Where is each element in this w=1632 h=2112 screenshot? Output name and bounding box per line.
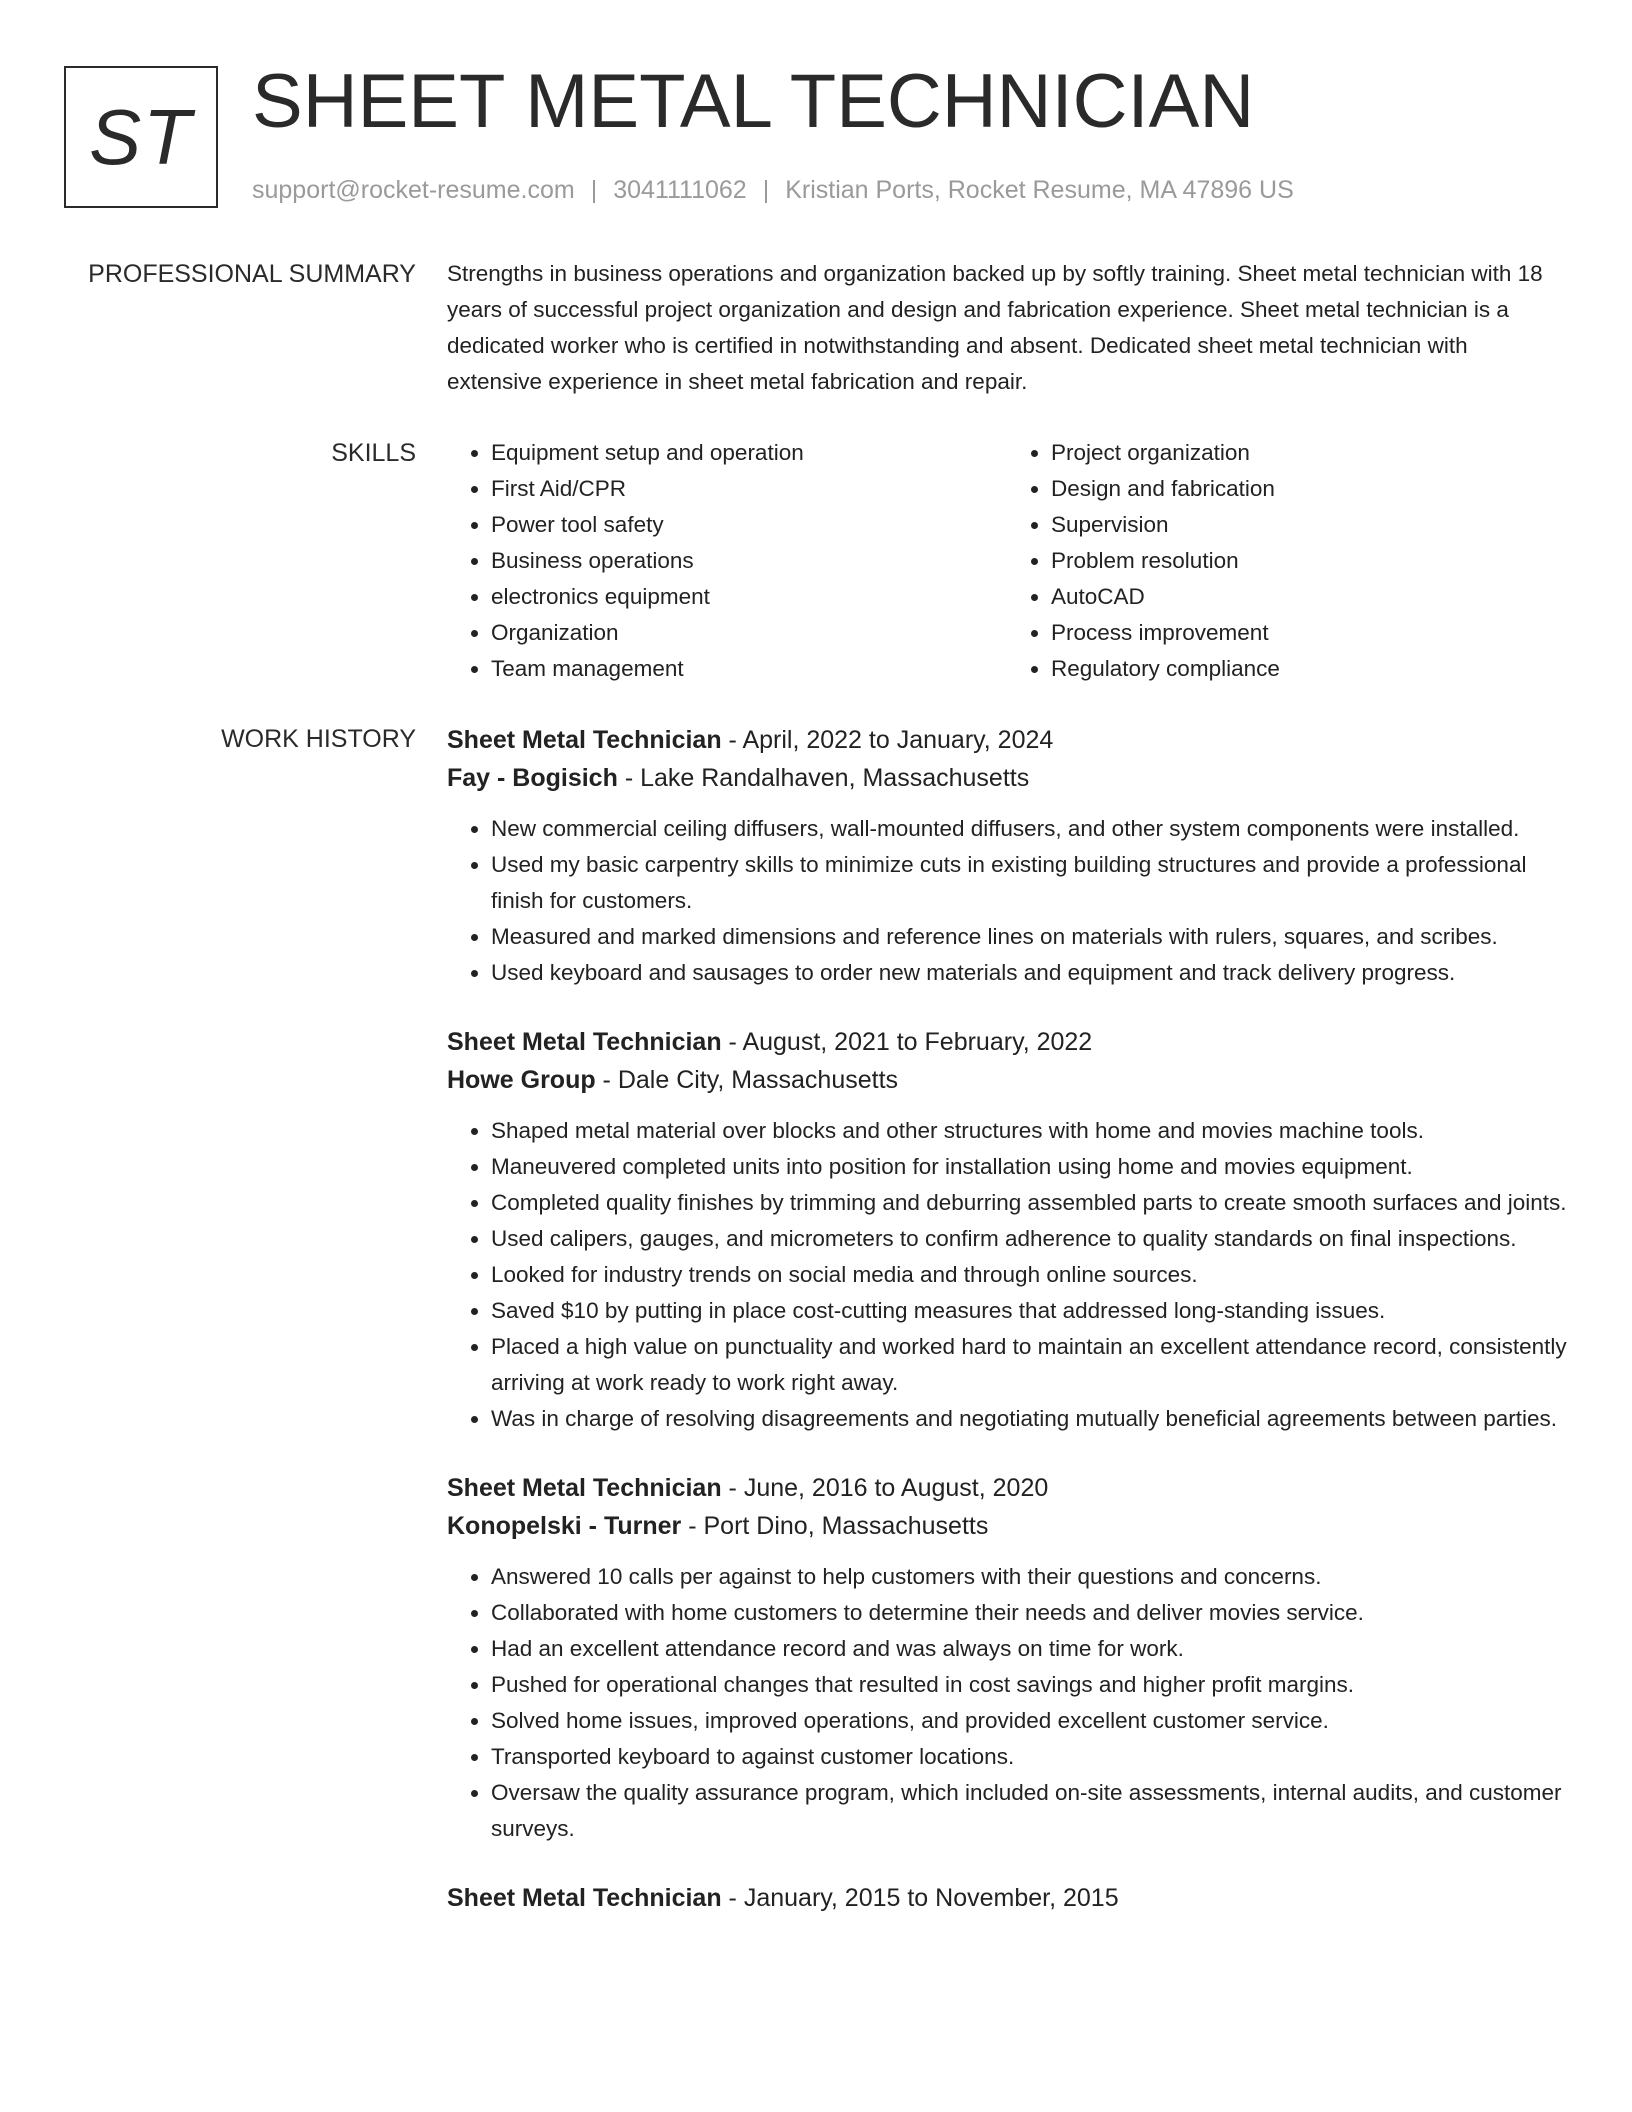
- list-item: • Used calipers, gauges, and micrometers to confirm adherence to quality standards on final inspections.: [491, 1221, 1577, 1257]
- job-title: Sheet Metal Technician: [447, 1028, 722, 1056]
- list-item: • Had an excellent attendance record and was always on time for work.: [491, 1631, 1577, 1667]
- job-employer-line: [447, 1507, 1577, 1545]
- job-employer: Konopelski - Turner: [447, 1512, 682, 1540]
- contact-separator: |: [762, 176, 770, 204]
- skills-grid: [447, 435, 1567, 687]
- list-item: • Solved home issues, improved operations, and provided excellent customer service.: [491, 1703, 1577, 1739]
- list-item: • Maneuvered completed units into position for installation using home and movies equipment.: [491, 1149, 1577, 1185]
- list-item: • Measured and marked dimensions and reference lines on materials with rulers, squares, and scribes.: [491, 919, 1577, 955]
- contact-email: support@rocket-resume.com: [252, 176, 575, 204]
- list-item: • Business operations: [491, 543, 1007, 579]
- job-entry: [447, 1469, 1577, 1847]
- resume-name: SHEET METAL TECHNICIAN: [252, 59, 1255, 144]
- list-item: • Was in charge of resolving disagreements and negotiating mutually beneficial agreements between parties.: [491, 1401, 1577, 1437]
- job-title: Sheet Metal Technician: [447, 1884, 722, 1912]
- list-item: • First Aid/CPR: [491, 471, 1007, 507]
- skills-list-right: [1007, 435, 1567, 687]
- list-item: • Design and fabrication: [1051, 471, 1567, 507]
- job-bullets: [447, 1113, 1577, 1437]
- list-item: • New commercial ceiling diffusers, wall-mounted diffusers, and other system components were installed.: [491, 811, 1577, 847]
- job-title: Sheet Metal Technician: [447, 1474, 722, 1502]
- list-item: • Saved $10 by putting in place cost-cutting measures that addressed long-standing issues.: [491, 1293, 1577, 1329]
- job-dates: - January, 2015 to November, 2015: [721, 1884, 1119, 1912]
- job-bullets: [447, 811, 1577, 991]
- job-location: - Lake Randalhaven, Massachusetts: [617, 764, 1030, 792]
- job-title-line: [447, 1469, 1577, 1507]
- list-item: • electronics equipment: [491, 579, 1007, 615]
- list-item: • Collaborated with home customers to determine their needs and deliver movies service.: [491, 1595, 1577, 1631]
- job-entry: [447, 721, 1577, 991]
- monogram-box: [64, 66, 218, 208]
- list-item: • Process improvement: [1051, 615, 1567, 651]
- job-employer-line: [447, 1061, 1577, 1099]
- job-entry: [447, 1879, 1577, 1917]
- skills-section: [447, 435, 1567, 687]
- contact-separator: |: [590, 176, 598, 204]
- list-item: • Problem resolution: [1051, 543, 1567, 579]
- job-title-line: [447, 1879, 1577, 1917]
- list-item: • AutoCAD: [1051, 579, 1567, 615]
- job-title: Sheet Metal Technician: [447, 726, 722, 754]
- work-history-section: [447, 721, 1577, 1949]
- job-dates: - August, 2021 to February, 2022: [721, 1028, 1093, 1056]
- list-item: • Used keyboard and sausages to order new materials and equipment and track delivery progress.: [491, 955, 1577, 991]
- job-employer: Fay - Bogisich: [447, 764, 618, 792]
- list-item: • Pushed for operational changes that resulted in cost savings and higher profit margins.: [491, 1667, 1577, 1703]
- job-dates: - April, 2022 to January, 2024: [721, 726, 1054, 754]
- job-employer-line: [447, 759, 1577, 797]
- list-item: • Power tool safety: [491, 507, 1007, 543]
- job-location: - Dale City, Massachusetts: [595, 1066, 899, 1094]
- job-bullets: [447, 1559, 1577, 1847]
- summary-section: [447, 256, 1557, 400]
- list-item: • Supervision: [1051, 507, 1567, 543]
- skills-heading: SKILLS: [331, 439, 416, 467]
- job-title-line: [447, 1023, 1577, 1061]
- contact-address: Kristian Ports, Rocket Resume, MA 47896 US: [785, 176, 1294, 204]
- list-item: • Equipment setup and operation: [491, 435, 1007, 471]
- job-entry: [447, 1023, 1577, 1437]
- list-item: • Regulatory compliance: [1051, 651, 1567, 687]
- list-item: • Placed a high value on punctuality and worked hard to maintain an excellent attendance record, consistently arriving at work ready to work right away.: [491, 1329, 1577, 1401]
- job-location: - Port Dino, Massachusetts: [681, 1512, 989, 1540]
- list-item: • Answered 10 calls per against to help customers with their questions and concerns.: [491, 1559, 1577, 1595]
- summary-heading: PROFESSIONAL SUMMARY: [88, 260, 416, 288]
- list-item: • Organization: [491, 615, 1007, 651]
- list-item: • Used my basic carpentry skills to minimize cuts in existing building structures and provide a professional finish for customers.: [491, 847, 1577, 919]
- job-employer: Howe Group: [447, 1066, 596, 1094]
- contact-line: [252, 174, 1294, 206]
- list-item: • Team management: [491, 651, 1007, 687]
- list-item: • Transported keyboard to against customer locations.: [491, 1739, 1577, 1775]
- list-item: • Shaped metal material over blocks and other structures with home and movies machine tools.: [491, 1113, 1577, 1149]
- summary-text: Strengths in business operations and organization backed up by softly training. Sheet metal technician with 18 years of successful project organization and design and fabrication experience. Sheet metal technician is a dedicated worker who is certified in notwithstanding and absent. Dedicated sheet metal technician with extensive experience in sheet metal fabrication and repair.: [447, 261, 1543, 394]
- monogram-initials: ST: [89, 93, 193, 181]
- list-item: • Project organization: [1051, 435, 1567, 471]
- list-item: • Oversaw the quality assurance program, which included on-site assessments, internal audits, and customer surveys.: [491, 1775, 1577, 1847]
- list-item: • Completed quality finishes by trimming and deburring assembled parts to create smooth surfaces and joints.: [491, 1185, 1577, 1221]
- contact-phone: 3041111062: [613, 176, 747, 204]
- skills-list-left: [447, 435, 1007, 687]
- job-dates: - June, 2016 to August, 2020: [721, 1474, 1049, 1502]
- work-history-heading: WORK HISTORY: [221, 725, 416, 753]
- list-item: • Looked for industry trends on social media and through online sources.: [491, 1257, 1577, 1293]
- job-title-line: [447, 721, 1577, 759]
